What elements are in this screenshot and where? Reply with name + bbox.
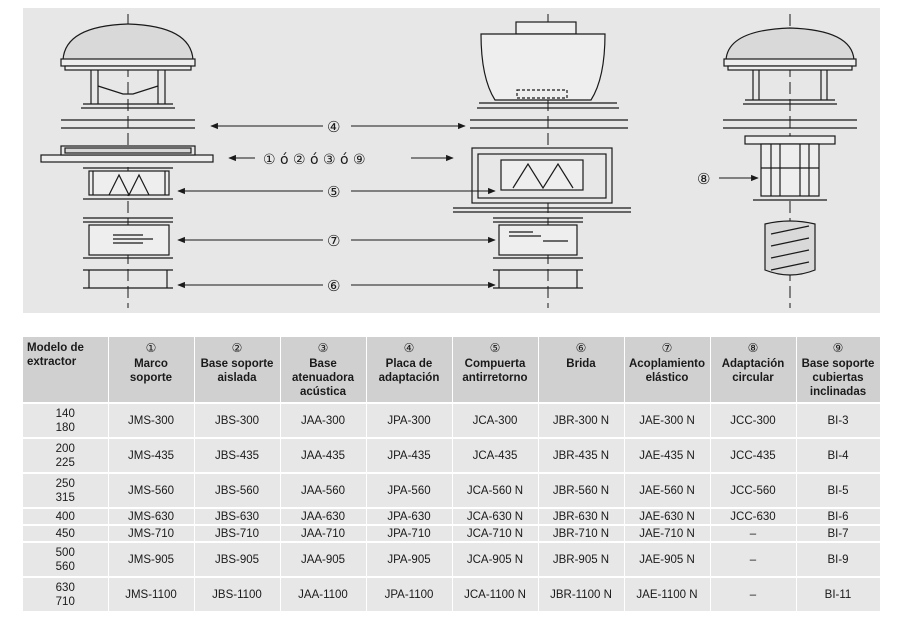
header-label: Acoplamiento elástico (628, 358, 706, 384)
model-number: 400 (55, 510, 75, 523)
header-label: Modelo de extractor (27, 342, 84, 368)
table-cell: JAA-435 (280, 438, 366, 473)
header-number: ④ (403, 341, 415, 355)
table-cell: JBR-710 N (538, 525, 624, 542)
table-cell: BI-9 (796, 542, 880, 577)
right-duct-drawing (765, 221, 815, 275)
center-coupling-drawing (493, 218, 583, 258)
table-cell: JAA-630 (280, 508, 366, 525)
table-cell: JAE-630 N (624, 508, 710, 525)
table-cell: JAA-1100 (280, 577, 366, 611)
header-number: ② (231, 341, 243, 355)
left-support-frame-drawing (41, 146, 213, 162)
table-cell: JMS-630 (108, 508, 194, 525)
table-header-row (23, 337, 880, 403)
table-cell: JAE-435 N (624, 438, 710, 473)
table-row (23, 577, 880, 611)
header-label: Adaptación circular (721, 358, 785, 384)
header-number: ① (145, 341, 157, 355)
header-model (23, 337, 108, 403)
table-row (23, 403, 880, 438)
header-number: ⑦ (661, 341, 673, 355)
table-cell: JBR-630 N (538, 508, 624, 525)
table-cell: JAE-710 N (624, 525, 710, 542)
header-number: ⑨ (832, 341, 844, 355)
table-row (23, 473, 880, 508)
left-assembly (41, 14, 213, 308)
header-number: ⑤ (489, 341, 501, 355)
table-cell: JCC-560 (710, 473, 796, 508)
model-number: 500 (55, 546, 75, 559)
table-cell: JAE-905 N (624, 542, 710, 577)
table-cell: JAA-560 (280, 473, 366, 508)
model-number: 710 (55, 595, 75, 608)
header-label: Placa de adaptación (378, 358, 440, 384)
callout-arrows (178, 126, 758, 285)
table-cell: JCA-435 (452, 438, 538, 473)
model-number: 630 (55, 581, 75, 594)
table-cell: JAA-710 (280, 525, 366, 542)
model-number: 560 (55, 560, 75, 573)
table-cell: JBS-435 (194, 438, 280, 473)
table-cell: JPA-300 (366, 403, 452, 438)
callout-choice: ① ó ② ó ③ ó ⑨ (263, 152, 366, 168)
model-cell (23, 438, 108, 473)
callout-6: ⑥ (327, 277, 341, 295)
table-cell: JBR-905 N (538, 542, 624, 577)
right-circular-adaptation-drawing (745, 136, 835, 200)
table-cell: JBS-630 (194, 508, 280, 525)
right-assembly (723, 14, 857, 308)
model-cell (23, 473, 108, 508)
table-cell: JMS-1100 (108, 577, 194, 611)
header-label: Marco soporte (129, 358, 173, 384)
table-cell: JCA-1100 N (452, 577, 538, 611)
header-col-9 (796, 337, 880, 403)
model-number: 180 (55, 421, 75, 434)
center-frame-drawing (453, 148, 631, 212)
center-hood-drawing (477, 22, 619, 108)
model-number: 225 (55, 456, 75, 469)
header-col-3 (280, 337, 366, 403)
table-row (23, 525, 880, 542)
table-cell: JAE-300 N (624, 403, 710, 438)
header-col-7 (624, 337, 710, 403)
table-cell: JMS-710 (108, 525, 194, 542)
model-cell (23, 525, 108, 542)
table-cell: JCC-630 (710, 508, 796, 525)
header-label: Brida (566, 358, 596, 370)
table-cell: JCC-300 (710, 403, 796, 438)
table-cell: JAE-560 N (624, 473, 710, 508)
table-cell: JMS-435 (108, 438, 194, 473)
table-cell: JBS-905 (194, 542, 280, 577)
center-flange-drawing (493, 270, 583, 288)
model-number: 140 (55, 407, 75, 420)
table-cell: JPA-710 (366, 525, 452, 542)
model-cell (23, 542, 108, 577)
model-number: 250 (55, 477, 75, 490)
table-row (23, 438, 880, 473)
table-cell: JCA-630 N (452, 508, 538, 525)
header-col-1 (108, 337, 194, 403)
table-cell: JBS-1100 (194, 577, 280, 611)
table-row (23, 542, 880, 577)
table-row (23, 508, 880, 525)
header-label: Base soporte aislada (200, 358, 274, 384)
table-cell: JBR-560 N (538, 473, 624, 508)
table-cell: BI-5 (796, 473, 880, 508)
header-col-6 (538, 337, 624, 403)
table-cell: JCA-560 N (452, 473, 538, 508)
left-damper-drawing (83, 168, 173, 199)
model-cell (23, 403, 108, 438)
callout-4: ④ (327, 118, 341, 136)
table-cell: JPA-435 (366, 438, 452, 473)
header-label: Compuerta antirretorno (462, 358, 528, 384)
header-col-2 (194, 337, 280, 403)
header-number: ⑥ (575, 341, 587, 355)
table-cell: JCA-300 (452, 403, 538, 438)
table-cell: JBS-710 (194, 525, 280, 542)
header-col-5 (452, 337, 538, 403)
callout-7: ⑦ (327, 232, 341, 250)
table-cell: JCA-905 N (452, 542, 538, 577)
header-number: ③ (317, 341, 329, 355)
callout-8: ⑧ (697, 170, 711, 188)
table-cell: JBR-300 N (538, 403, 624, 438)
model-number: 450 (55, 527, 75, 540)
table-cell: JBR-435 N (538, 438, 624, 473)
table-cell: JPA-905 (366, 542, 452, 577)
header-label: Base atenuadora acústica (292, 358, 354, 398)
table-cell: JMS-905 (108, 542, 194, 577)
table-cell: – (710, 525, 796, 542)
left-hood-drawing (61, 24, 195, 108)
table-cell: – (710, 577, 796, 611)
table-cell: BI-7 (796, 525, 880, 542)
model-cell (23, 508, 108, 525)
model-cell (23, 577, 108, 611)
table-cell: JBS-300 (194, 403, 280, 438)
accessories-table (23, 337, 881, 611)
table-cell: BI-11 (796, 577, 880, 611)
table-body (23, 403, 880, 611)
table-cell: JMS-560 (108, 473, 194, 508)
table-cell: BI-6 (796, 508, 880, 525)
table-cell: JPA-630 (366, 508, 452, 525)
table-cell: JAA-300 (280, 403, 366, 438)
table-cell: BI-3 (796, 403, 880, 438)
table-cell: JAE-1100 N (624, 577, 710, 611)
callout-5: ⑤ (327, 183, 341, 201)
accessories-diagram (23, 8, 880, 313)
table-cell: JAA-905 (280, 542, 366, 577)
table-cell: JBR-1100 N (538, 577, 624, 611)
table-cell: JBS-560 (194, 473, 280, 508)
table-cell: – (710, 542, 796, 577)
header-label: Base soporte cubiertas inclinadas (801, 358, 875, 398)
header-col-8 (710, 337, 796, 403)
header-col-4 (366, 337, 452, 403)
table-cell: JMS-300 (108, 403, 194, 438)
model-number: 200 (55, 442, 75, 455)
table-cell: JPA-560 (366, 473, 452, 508)
model-number: 315 (55, 491, 75, 504)
table-cell: JCA-710 N (452, 525, 538, 542)
table-cell: JPA-1100 (366, 577, 452, 611)
header-number: ⑧ (747, 341, 759, 355)
table-cell: BI-4 (796, 438, 880, 473)
table-cell: JCC-435 (710, 438, 796, 473)
center-assembly (453, 14, 631, 308)
